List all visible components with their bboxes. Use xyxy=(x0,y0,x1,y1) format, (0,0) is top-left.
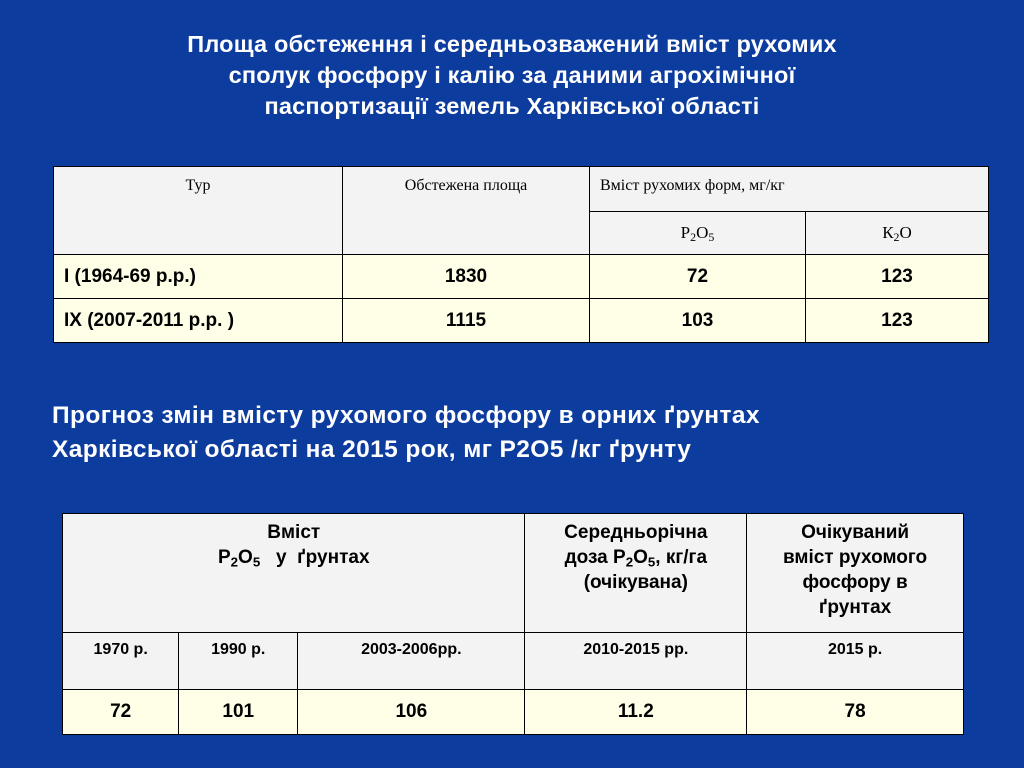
header-k2o: $К_2О$ xyxy=(806,212,989,255)
header-content: Вміст рухомих форм, мг/кг xyxy=(590,167,989,212)
title-line-3: паспортизації земель Харківської області xyxy=(264,93,760,119)
table-row xyxy=(54,255,989,299)
title-line-1: Площа обстеження і середньозважений вміст рухомих xyxy=(187,31,837,57)
year-2003-2006: 2003-2006рр. xyxy=(298,633,525,690)
title-line-2: сполук фосфору і калію за даними агрохімічної xyxy=(228,62,796,88)
value-annual-dose: 11.2 xyxy=(525,690,747,735)
header-expected-content: Очікуваний вміст рухомого фосфору в ґрунтах xyxy=(747,514,964,633)
forecast-line-1: Прогноз змін вмісту рухомого фосфору в орних ґрунтах xyxy=(52,402,760,429)
cell-tour: I (1964-69 р.р.) xyxy=(54,255,343,299)
forecast-heading xyxy=(52,399,1012,467)
forecast-line-2: Харківської області на 2015 рок, мг Р2О5 /кг ґрунту xyxy=(52,436,692,463)
header-p2o5: $P_2O_5$ xyxy=(590,212,806,255)
value-1970: 72 xyxy=(63,690,179,735)
value-expected-2015: 78 xyxy=(747,690,964,735)
header-tour: Тур xyxy=(54,167,343,255)
table-row xyxy=(63,690,964,735)
cell-tour: IX (2007-2011 р.р. ) xyxy=(54,299,343,343)
value-2003-2006: 106 xyxy=(298,690,525,735)
cell-p2o5: 103 xyxy=(590,299,806,343)
header-area: Обстежена площа xyxy=(343,167,590,255)
year-2010-2015: 2010-2015 рр. xyxy=(525,633,747,690)
cell-area: 1830 xyxy=(343,255,590,299)
header-content-in-soil: Вміст $P_2O_5$ у ґрунтах xyxy=(63,514,525,633)
cell-p2o5: 72 xyxy=(590,255,806,299)
slide-title xyxy=(20,29,1004,122)
header-annual-dose: Середньорічна доза $Р_2О_5$, кг/га (очікувана) xyxy=(525,514,747,633)
year-1970: 1970 р. xyxy=(63,633,179,690)
year-2015: 2015 р. xyxy=(747,633,964,690)
table-row xyxy=(54,299,989,343)
cell-k2o: 123 xyxy=(806,299,989,343)
cell-k2o: 123 xyxy=(806,255,989,299)
cell-area: 1115 xyxy=(343,299,590,343)
survey-table xyxy=(53,166,989,343)
year-1990: 1990 р. xyxy=(179,633,298,690)
forecast-table xyxy=(62,513,964,735)
value-1990: 101 xyxy=(179,690,298,735)
